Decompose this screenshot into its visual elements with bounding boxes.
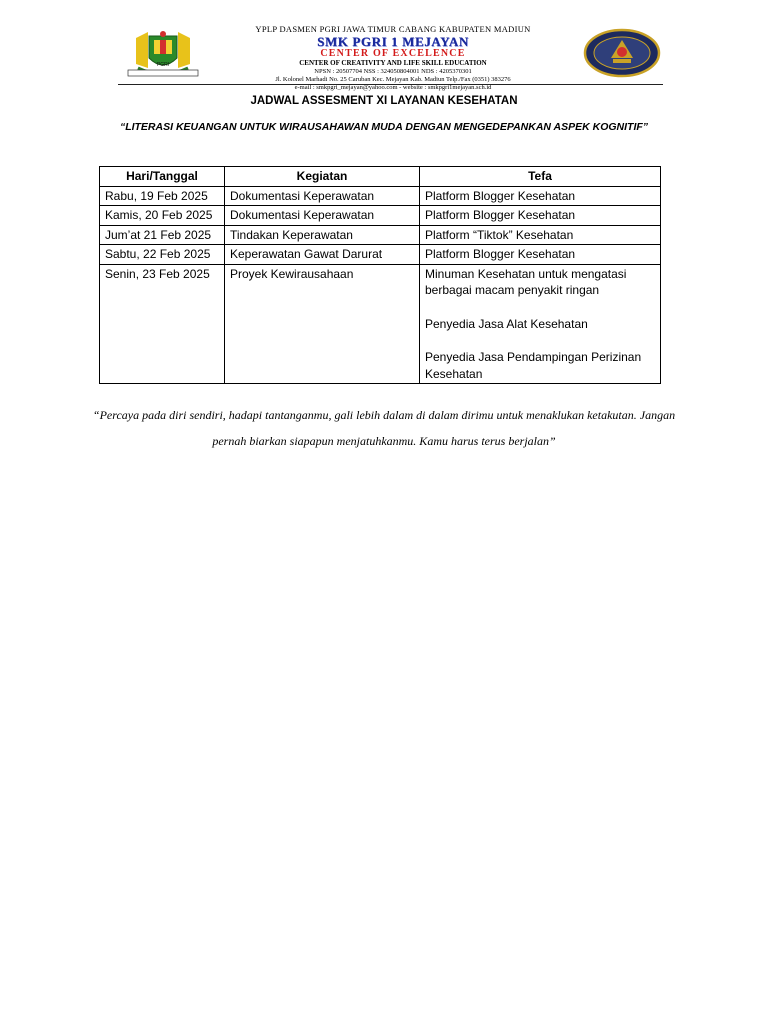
- tefa-item: Penyedia Jasa Alat Kesehatan: [425, 316, 588, 331]
- tefa-item: Platform Blogger Kesehatan: [425, 208, 576, 222]
- row-activity: Dokumentasi Keperawatan: [225, 206, 420, 226]
- row-tefa: [420, 264, 661, 384]
- header-tefa: Tefa: [420, 167, 661, 187]
- letterhead-text: [208, 24, 578, 92]
- letterhead: [0, 0, 768, 90]
- tefa-item: Platform Blogger Kesehatan: [425, 247, 576, 261]
- schedule-table: [99, 166, 661, 384]
- table-row: [100, 245, 661, 265]
- table-row: [100, 206, 661, 226]
- tefa-item: Platform Blogger Kesehatan: [425, 188, 576, 203]
- school-motto: CENTER OF EXCELENCE: [320, 48, 466, 59]
- row-tefa: [420, 186, 661, 206]
- row-date: Rabu, 19 Feb 2025: [100, 186, 225, 206]
- row-date: Jum’at 21 Feb 2025: [100, 225, 225, 245]
- row-activity: Proyek Kewirausahaan: [225, 264, 420, 384]
- school-ids: NPSN : 20507704 NSS : 324050804001 NDS : 4205370301: [314, 67, 472, 75]
- school-address: Jl. Kolonel Marhadi No. 25 Caruban Kec. Mejayan Kab. Madiun Telp./Fax (0351) 383276: [275, 75, 511, 83]
- table-row: [100, 264, 661, 384]
- row-tefa: [420, 245, 661, 265]
- row-activity: Keperawatan Gawat Darurat: [225, 245, 420, 265]
- header-date: Hari/Tanggal: [100, 167, 225, 187]
- tefa-item: Platform “Tiktok” Kesehatan: [425, 227, 574, 242]
- left-logo-label: PGRI: [156, 62, 170, 68]
- foundation-name: YPLP DASMEN PGRI JAWA TIMUR CABANG KABUPATEN MADIUN: [255, 24, 531, 34]
- row-tefa: [420, 206, 661, 226]
- tefa-item: Penyedia Jasa Pendampingan Perizinan Kesehatan: [425, 350, 642, 381]
- tefa-item: Minuman Kesehatan untuk mengatasi berbagai macam penyakit ringan: [425, 266, 627, 297]
- row-tefa: [420, 225, 661, 245]
- school-tagline: CENTER OF CREATIVITY AND LIFE SKILL EDUCATION: [299, 59, 487, 67]
- school-contact: e-mail : smkpgri_mejayan@yahoo.com - website : smkpgri1mejayan.sch.id: [294, 83, 492, 91]
- row-date: Senin, 23 Feb 2025: [100, 264, 225, 384]
- motivational-quote: “Percaya pada diri sendiri, hadapi tantanganmu, gali lebih dalam di dalam dirimu untuk menaklukan ketakutan. Jangan pernah biarkan siapapun menjatuhkanmu. Kamu harus terus berjalan”: [92, 408, 676, 448]
- row-activity: Dokumentasi Keperawatan: [225, 186, 420, 206]
- table-header-row: [100, 167, 661, 187]
- header-activity: Kegiatan: [225, 167, 420, 187]
- letterhead-rule: [118, 84, 663, 85]
- document-title: JADWAL ASSESMENT XI LAYANAN KESEHATAN: [250, 95, 518, 107]
- row-activity: Tindakan Keperawatan: [225, 225, 420, 245]
- school-logo-left: [118, 28, 208, 80]
- table-row: [100, 186, 661, 206]
- school-name: SMK PGRI 1 MEJAYAN: [317, 34, 469, 49]
- school-logo-right: [583, 28, 661, 78]
- document-subtitle: “LITERASI KEUANGAN UNTUK WIRAUSAHAWAN MUDA DENGAN MENGEDEPANKAN ASPEK KOGNITIF”: [119, 121, 649, 133]
- table-row: [100, 225, 661, 245]
- row-date: Sabtu, 22 Feb 2025: [100, 245, 225, 265]
- row-date: Kamis, 20 Feb 2025: [100, 206, 225, 226]
